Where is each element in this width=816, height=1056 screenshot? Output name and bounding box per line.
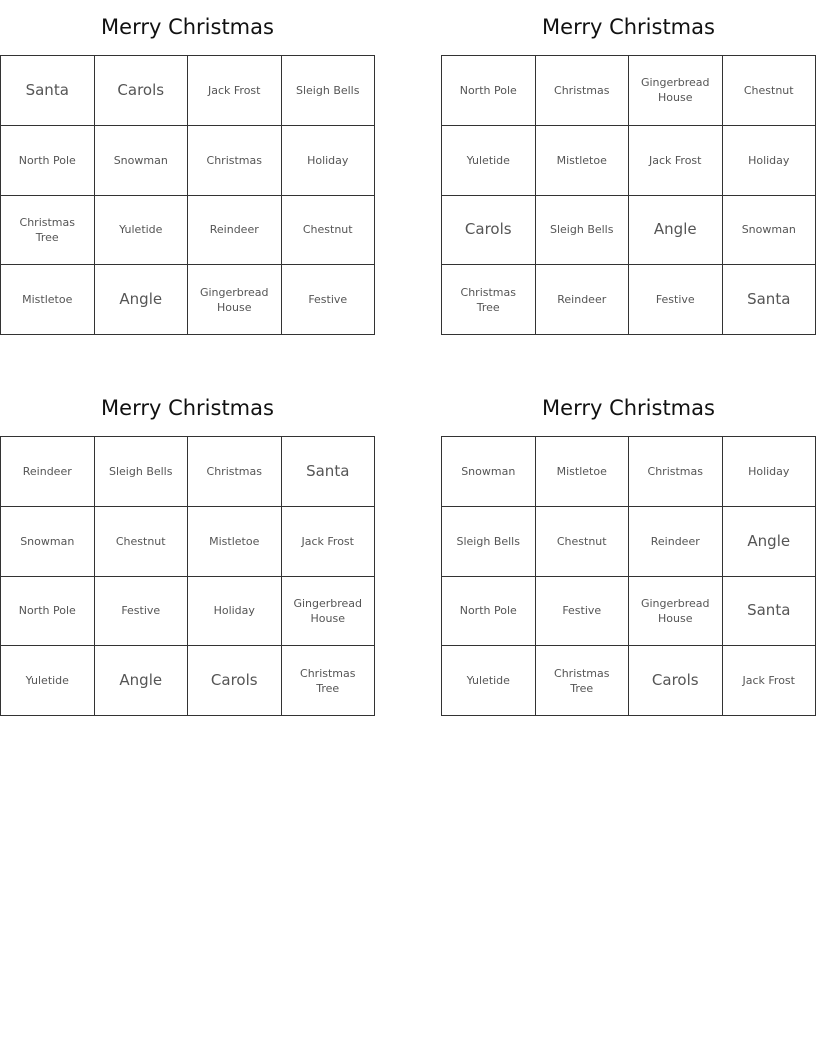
bingo-cell: Yuletide xyxy=(442,126,536,196)
bingo-cell: Gingerbread House xyxy=(629,56,723,126)
bingo-cell: Yuletide xyxy=(95,196,189,266)
bingo-cell: Reindeer xyxy=(629,507,723,577)
bingo-cell: Reindeer xyxy=(1,437,95,507)
bingo-cell: Gingerbread House xyxy=(629,577,723,647)
bingo-cell: Carols xyxy=(442,196,536,266)
bingo-cell: Christmas xyxy=(536,56,630,126)
bingo-cell: Festive xyxy=(95,577,189,647)
bingo-cell: Santa xyxy=(723,265,816,335)
bingo-card-3 xyxy=(0,381,375,716)
card-title: Merry Christmas xyxy=(542,15,715,39)
bingo-cell: Holiday xyxy=(723,126,816,196)
bingo-cell: Chestnut xyxy=(282,196,376,266)
bingo-card-1 xyxy=(0,0,375,335)
bingo-cell: Gingerbread House xyxy=(188,265,282,335)
bingo-cell: Mistletoe xyxy=(536,437,630,507)
bingo-cell: Holiday xyxy=(282,126,376,196)
bingo-cell: Sleigh Bells xyxy=(442,507,536,577)
card-title: Merry Christmas xyxy=(101,15,274,39)
bingo-cell: Christmas Tree xyxy=(1,196,95,266)
bingo-cell: Christmas Tree xyxy=(442,265,536,335)
bingo-cell: Snowman xyxy=(95,126,189,196)
bingo-cell: North Pole xyxy=(1,126,95,196)
bingo-cell: Holiday xyxy=(188,577,282,647)
bingo-cell: Carols xyxy=(188,646,282,716)
bingo-cell: Santa xyxy=(723,577,816,647)
bingo-cell: Snowman xyxy=(1,507,95,577)
bingo-cell: Santa xyxy=(282,437,376,507)
bingo-cell: Chestnut xyxy=(723,56,816,126)
bingo-cell: Holiday xyxy=(723,437,816,507)
bingo-cell: Sleigh Bells xyxy=(95,437,189,507)
card-title: Merry Christmas xyxy=(101,396,274,420)
bingo-cell: Christmas xyxy=(188,437,282,507)
bingo-cell: Festive xyxy=(536,577,630,647)
bingo-grid xyxy=(441,55,816,335)
bingo-cell: Angle xyxy=(629,196,723,266)
bingo-cell: Chestnut xyxy=(536,507,630,577)
bingo-cell: Sleigh Bells xyxy=(282,56,376,126)
card-title: Merry Christmas xyxy=(542,396,715,420)
bingo-cell: Mistletoe xyxy=(188,507,282,577)
bingo-cell: Gingerbread House xyxy=(282,577,376,647)
bingo-cell: Christmas xyxy=(629,437,723,507)
bingo-cell: Santa xyxy=(1,56,95,126)
bingo-cell: Festive xyxy=(629,265,723,335)
bingo-cell: Carols xyxy=(95,56,189,126)
bingo-cell: Jack Frost xyxy=(723,646,816,716)
bingo-cell: Mistletoe xyxy=(536,126,630,196)
bingo-cell: Christmas xyxy=(188,126,282,196)
bingo-cell: Christmas Tree xyxy=(282,646,376,716)
bingo-cell: Jack Frost xyxy=(282,507,376,577)
bingo-grid xyxy=(441,436,816,716)
bingo-cell: Reindeer xyxy=(536,265,630,335)
bingo-card-4 xyxy=(441,381,816,716)
bingo-cell: Snowman xyxy=(723,196,816,266)
bingo-grid xyxy=(0,55,375,335)
bingo-cell: Jack Frost xyxy=(629,126,723,196)
bingo-cell: Mistletoe xyxy=(1,265,95,335)
bingo-cell: Chestnut xyxy=(95,507,189,577)
bingo-cell: North Pole xyxy=(442,56,536,126)
bingo-cell: Yuletide xyxy=(1,646,95,716)
bingo-cell: Angle xyxy=(723,507,816,577)
bingo-cell: Snowman xyxy=(442,437,536,507)
bingo-cell: Jack Frost xyxy=(188,56,282,126)
bingo-grid xyxy=(0,436,375,716)
bingo-cell: Angle xyxy=(95,265,189,335)
bingo-card-2 xyxy=(441,0,816,335)
bingo-cell: North Pole xyxy=(1,577,95,647)
bingo-cell: Yuletide xyxy=(442,646,536,716)
bingo-cell: North Pole xyxy=(442,577,536,647)
bingo-cell: Reindeer xyxy=(188,196,282,266)
bingo-cell: Sleigh Bells xyxy=(536,196,630,266)
bingo-cell: Carols xyxy=(629,646,723,716)
bingo-cell: Festive xyxy=(282,265,376,335)
bingo-cell: Christmas Tree xyxy=(536,646,630,716)
bingo-cell: Angle xyxy=(95,646,189,716)
